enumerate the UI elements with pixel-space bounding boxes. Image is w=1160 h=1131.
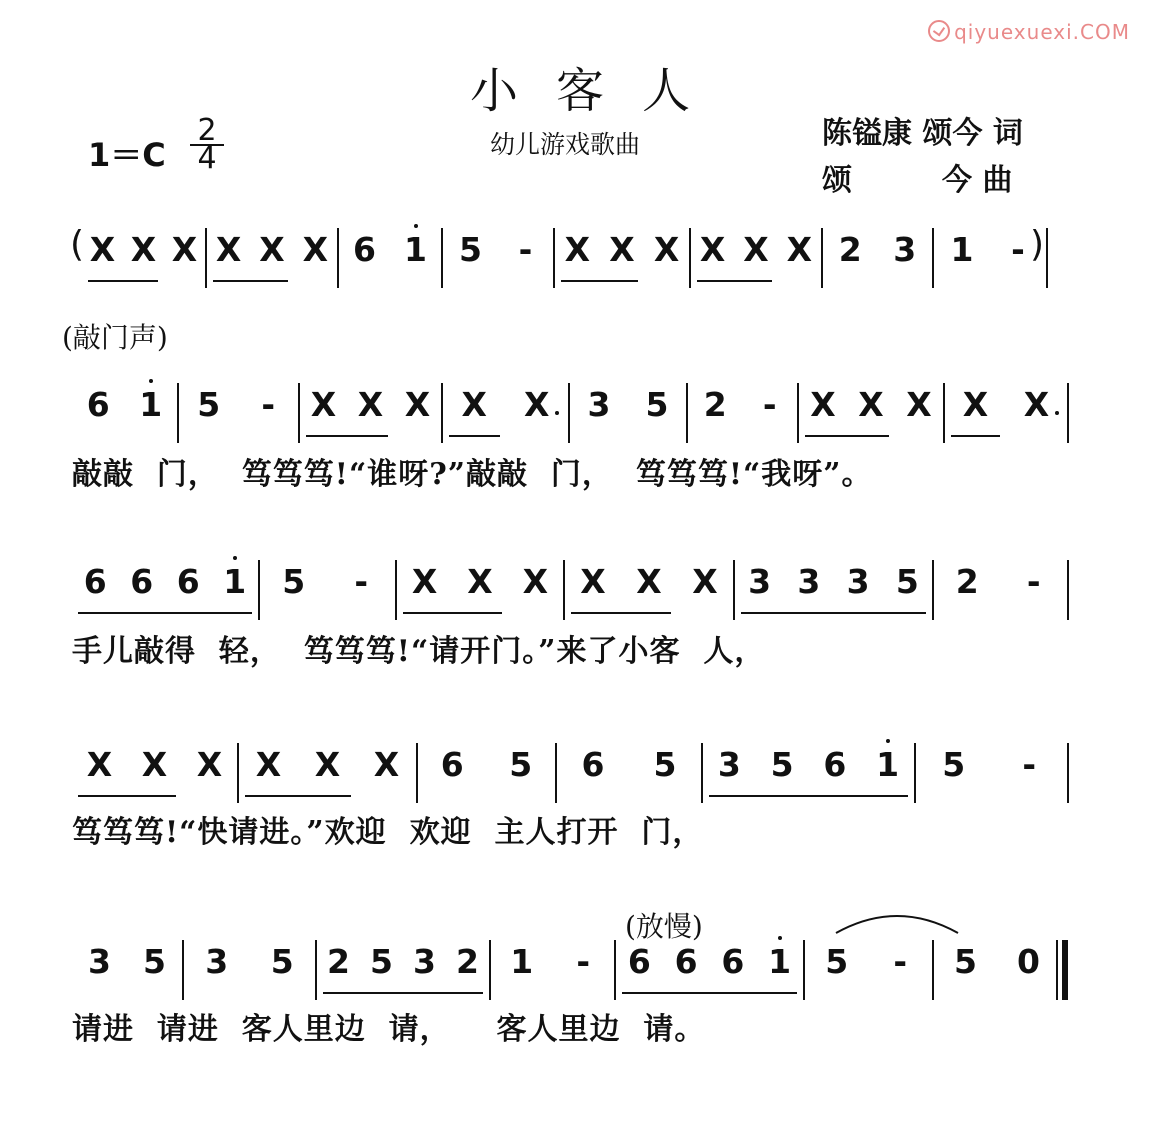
barline (182, 940, 184, 1000)
score-note-5: 5 (895, 562, 919, 601)
barline (489, 940, 491, 1000)
score-rhythm-x: X (86, 745, 113, 784)
score-rhythm-x: X (699, 230, 726, 269)
score-rhythm-x: X (580, 562, 606, 601)
score-rhythm-x: X (743, 230, 769, 269)
barline (1067, 560, 1069, 620)
barline (701, 743, 703, 803)
augmentation-dot (1055, 411, 1059, 415)
beam-underline (88, 280, 158, 282)
watermark-text: qiyuexuexi.COM (954, 20, 1130, 44)
barline (441, 228, 443, 288)
score-rhythm-x: X (314, 745, 341, 784)
score-note-1: 1 (404, 230, 427, 269)
score-dash: - (762, 385, 777, 424)
beam-underline (622, 992, 797, 994)
score-note-5: 5 (270, 942, 294, 981)
score-note-2: 2 (327, 942, 350, 981)
score-note-6: 6 (721, 942, 745, 981)
score-note-3: 3 (88, 942, 111, 981)
barline (568, 383, 570, 443)
score-note-1: 1 (950, 230, 974, 269)
final-barline (1062, 940, 1068, 1000)
score-rhythm-x: X (130, 230, 157, 269)
score-note-5: 5 (942, 745, 966, 784)
score-note-3: 3 (846, 562, 870, 601)
beam-underline (213, 280, 288, 282)
barline (337, 228, 339, 288)
score-note-1: 1 (876, 745, 900, 784)
barline (177, 383, 179, 443)
time-signature (190, 113, 224, 176)
beam-underline (741, 612, 926, 614)
score-rhythm-x: X (1023, 385, 1050, 424)
lyrics-line: 请进 请进 客人里边 请， 客人里边 请。 (72, 1012, 706, 1047)
score-note-2: 2 (456, 942, 479, 981)
score-note-5: 5 (645, 385, 669, 424)
lyricist-credit: 陈镒康 颂今 词 (822, 116, 1023, 151)
beam-underline (709, 795, 908, 797)
score-rhythm-x: X (196, 745, 223, 784)
barline (689, 228, 691, 288)
score-note-6: 6 (627, 942, 651, 981)
barline (914, 743, 916, 803)
score-rhythm-x: X (906, 385, 932, 424)
score-dash: - (261, 385, 276, 424)
barline (932, 560, 934, 620)
score-rhythm-x: X (171, 230, 198, 269)
beam-underline (805, 435, 889, 437)
song-subtitle: 幼儿游戏歌曲 (489, 130, 640, 159)
score-note-6: 6 (823, 745, 847, 784)
time-signature-numerator: 2 (190, 118, 224, 146)
score-rhythm-x: X (357, 385, 384, 424)
slur-mark (832, 905, 962, 935)
score-rhythm-x: X (962, 385, 989, 424)
beam-underline (78, 795, 176, 797)
score-note-6: 6 (674, 942, 698, 981)
score-note-6: 6 (440, 745, 464, 784)
beam-underline (306, 435, 388, 437)
high-octave-dot (233, 556, 237, 560)
score-rhythm-x: X (373, 745, 400, 784)
barline (441, 383, 443, 443)
score-note-1: 1 (223, 562, 247, 601)
augmentation-dot (555, 411, 559, 415)
score-rhythm-x: X (255, 745, 282, 784)
score-dash: - (354, 562, 369, 601)
beam-underline (449, 435, 500, 437)
score-rhythm-x: X (564, 230, 591, 269)
score-note-2: 2 (955, 562, 979, 601)
barline (821, 228, 823, 288)
barline (563, 560, 565, 620)
score-note-5: 5 (370, 942, 393, 981)
barline (1056, 940, 1058, 1000)
score-dash: - (576, 942, 591, 981)
score-note-3: 3 (205, 942, 229, 981)
score-note-3: 3 (748, 562, 772, 601)
score-dash: - (518, 230, 533, 269)
barline (686, 383, 688, 443)
score-note-6: 6 (86, 385, 110, 424)
annotation-knock: (敲门声) (62, 321, 168, 354)
high-octave-dot (414, 224, 418, 228)
score-dash: - (1011, 230, 1025, 269)
score-note-2: 2 (703, 385, 727, 424)
barline (553, 228, 555, 288)
lyrics-line: 手儿敲得 轻， 笃笃笃!“请开门。”来了小客 人， (72, 634, 766, 669)
score-rhythm-x: X (215, 230, 242, 269)
score-note-5: 5 (825, 942, 849, 981)
score-rhythm-x: X (810, 385, 836, 424)
watermark-logo-icon (928, 20, 950, 42)
score-note-3: 3 (587, 385, 611, 424)
barline (733, 560, 735, 620)
score-note-2: 2 (838, 230, 862, 269)
time-signature-denominator: 4 (197, 141, 217, 176)
score-note-1: 1 (139, 385, 163, 424)
barline (258, 560, 260, 620)
barline (932, 228, 934, 288)
beam-underline (245, 795, 351, 797)
beam-underline (403, 612, 502, 614)
score-note-1: 1 (768, 942, 792, 981)
high-octave-dot (778, 936, 782, 940)
score-note-6: 6 (176, 562, 200, 601)
score-rhythm-x: X (310, 385, 337, 424)
score-note-6: 6 (353, 230, 376, 269)
beam-underline (561, 280, 638, 282)
beam-underline (571, 612, 671, 614)
score-rhythm-x: X (858, 385, 884, 424)
score-rhythm-x: X (461, 385, 487, 424)
score-note-3: 3 (797, 562, 821, 601)
score-note-3: 3 (893, 230, 917, 269)
lyrics-line: 敲敲 门， 笃笃笃!“谁呀?”敲敲 门， 笃笃笃!“我呀”。 (72, 457, 873, 492)
key-signature: 1＝C (88, 136, 166, 174)
barline (614, 940, 616, 1000)
score-rhythm-x: X (692, 562, 718, 601)
song-title: 小客人 (469, 63, 728, 119)
score-rhythm-x: X (411, 562, 438, 601)
score-rhythm-x: X (259, 230, 285, 269)
high-octave-dot (149, 379, 153, 383)
score-rhythm-x: X (653, 230, 680, 269)
beam-underline (697, 280, 772, 282)
barline (803, 940, 805, 1000)
barline (555, 743, 557, 803)
beam-underline (323, 992, 483, 994)
barline (298, 383, 300, 443)
close-paren: ) (1030, 224, 1045, 265)
score-note-3: 3 (717, 745, 741, 784)
high-octave-dot (886, 739, 890, 743)
barline (932, 940, 934, 1000)
score-note-6: 6 (581, 745, 605, 784)
score-rhythm-x: X (89, 230, 116, 269)
score-rhythm-x: X (786, 230, 813, 269)
score-note-5: 5 (143, 942, 166, 981)
score-rhythm-x: X (524, 385, 550, 424)
beam-underline (951, 435, 1000, 437)
score-rhythm-x: X (302, 230, 329, 269)
beam-underline (78, 612, 252, 614)
score-rhythm-x: X (636, 562, 662, 601)
score-note-0: 0 (1017, 942, 1040, 981)
score-rhythm-x: X (609, 230, 635, 269)
barline (1067, 743, 1069, 803)
score-note-6: 6 (130, 562, 154, 601)
score-rhythm-x: X (404, 385, 431, 424)
score-dash: - (1026, 562, 1041, 601)
barline (1067, 383, 1069, 443)
annotation-slow-down: (放慢) (625, 910, 703, 943)
barline (797, 383, 799, 443)
barline (943, 383, 945, 443)
barline (1046, 228, 1048, 288)
score-note-5: 5 (197, 385, 221, 424)
score-rhythm-x: X (141, 745, 168, 784)
barline (395, 560, 397, 620)
score-dash: - (1022, 745, 1037, 784)
barline (237, 743, 239, 803)
lyrics-line: 笃笃笃!“快请进。”欢迎 欢迎 主人打开 门， (72, 815, 704, 850)
open-paren: ( (70, 224, 85, 265)
watermark (928, 20, 1130, 44)
barline (205, 228, 207, 288)
barline (315, 940, 317, 1000)
score-note-5: 5 (653, 745, 677, 784)
score-note-5: 5 (459, 230, 482, 269)
composer-credit: 颂 今 曲 (822, 163, 1013, 198)
score-note-5: 5 (770, 745, 794, 784)
score-note-5: 5 (282, 562, 306, 601)
score-note-6: 6 (83, 562, 107, 601)
barline (416, 743, 418, 803)
score-dash: - (893, 942, 908, 981)
score-note-3: 3 (413, 942, 436, 981)
score-rhythm-x: X (522, 562, 549, 601)
score-note-5: 5 (509, 745, 533, 784)
score-rhythm-x: X (467, 562, 493, 601)
score-note-1: 1 (510, 942, 534, 981)
score-note-5: 5 (954, 942, 977, 981)
